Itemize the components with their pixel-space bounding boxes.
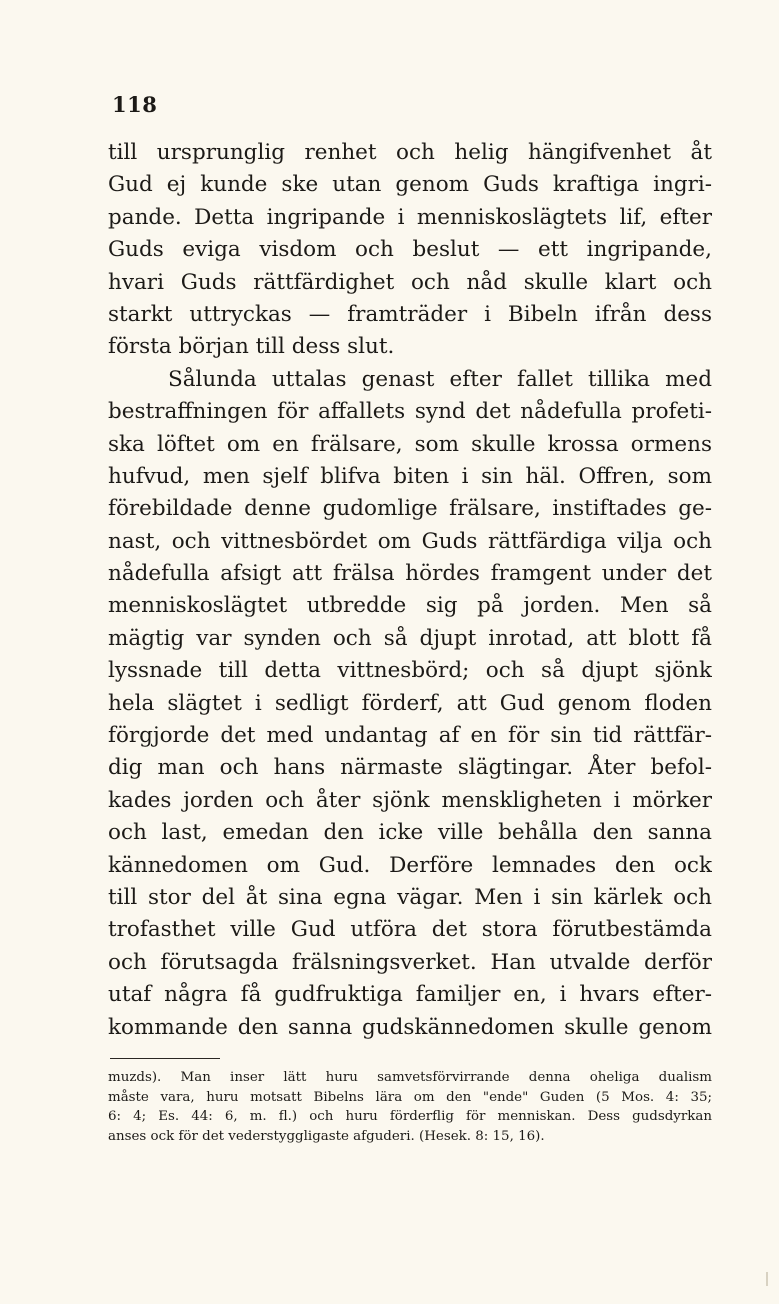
text-line: och förutsagda frälsningsverket. Han utvalde derför	[108, 949, 712, 975]
text-line: och last, emedan den icke ville behålla den sanna	[108, 820, 712, 846]
text-line: hela slägtet i sedligt förderf, att Gud genom floden	[108, 690, 712, 716]
text-line: nådefulla afsigt att frälsa hördes framgent under det	[108, 561, 712, 587]
text-line: Guds eviga visdom och beslut — ett ingripande,	[108, 237, 712, 263]
text-line: pande. Detta ingripande i menniskoslägtets lif, efter	[108, 204, 712, 230]
text-line: Gud ej kunde ske utan genom Guds kraftiga ingri-	[108, 172, 712, 198]
footnote-line: måste vara, huru motsatt Bibelns lära om den "ende" Guden (5 Mos. 4: 35;	[108, 1089, 712, 1105]
page-number: 118	[112, 92, 158, 117]
footnote-line: 6: 4; Es. 44: 6, m. fl.) och huru förderflig för menniskan. Dess gudsdyrkan	[108, 1109, 712, 1124]
text-line: förebildade denne gudomlige frälsare, instiftades ge-	[108, 496, 712, 522]
text-line: trofasthet ville Gud utföra det stora förutbestämda	[108, 917, 712, 943]
text-line: kades jorden och åter sjönk menskligheten i mörker	[108, 787, 712, 813]
text-line: mägtig var synden och så djupt inrotad, att blott få	[108, 625, 712, 651]
text-line: nast, och vittnesbördet om Guds rättfärdiga vilja och	[108, 528, 712, 554]
text-line: till stor del åt sina egna vägar. Men i sin kärlek och	[108, 884, 712, 910]
text-line: Sålunda uttalas genast efter fallet tillika med	[168, 366, 712, 392]
scan-mark	[766, 1272, 768, 1286]
text-line: hufvud, men sjelf blifva biten i sin häl. Offren, som	[108, 463, 712, 489]
text-line: utaf några få gudfruktiga familjer en, i hvars efter-	[108, 982, 712, 1008]
footnote-line: anses ock för det vederstyggligaste afguderi. (Hesek. 8: 15, 16).	[108, 1128, 545, 1144]
text-line: första början till dess slut.	[108, 334, 395, 360]
footnote-divider	[110, 1058, 220, 1059]
text-line: menniskoslägtet utbredde sig på jorden. Men så	[108, 593, 712, 619]
footnote	[108, 1068, 712, 1146]
footnote-line: muzds). Man inser lätt huru samvetsförvirrande denna oheliga dualism	[108, 1070, 712, 1085]
text-line: starkt uttryckas — framträder i Bibeln ifrån dess	[108, 301, 712, 327]
text-line: kännedomen om Gud. Derföre lemnades den ock	[108, 852, 712, 878]
body-text	[108, 137, 712, 1044]
text-line: bestraffningen för affallets synd det nådefulla profeti-	[108, 399, 712, 425]
text-line: till ursprunglig renhet och helig hängifvenhet åt	[108, 140, 712, 165]
text-line: lyssnade till detta vittnesbörd; och så djupt sjönk	[108, 658, 712, 684]
text-line: förgjorde det med undantag af en för sin tid rättfär-	[108, 723, 712, 749]
text-line: kommande den sanna gudskännedomen skulle genom	[108, 1014, 712, 1040]
text-line: dig man och hans närmaste slägtingar. Åter befol-	[108, 755, 712, 781]
text-line: hvari Guds rättfärdighet och nåd skulle klart och	[108, 269, 712, 295]
text-line: ska löftet om en frälsare, som skulle krossa ormens	[108, 431, 712, 457]
